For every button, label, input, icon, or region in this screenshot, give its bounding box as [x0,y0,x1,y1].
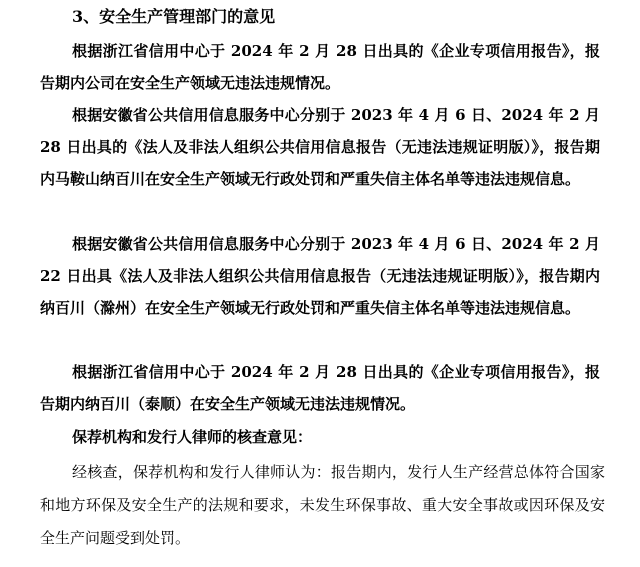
review-heading: 保荐机构和发行人律师的核查意见： [72,428,313,446]
review-opinion-text: 经核查，保荐机构和发行人律师认为：报告期内，发行人生产经营总体符合国家和地方环保及安全生产的法规和要求，未发生环保事故、重大安全事故或因环保及安全生产问题受到处罚。 [40,463,605,547]
paragraph-zhejiang-company: 根据浙江省信用中心于 2024 年 2 月 28 日出具的《企业专项信用报告》，报告期内公司在安全生产领域无违法违规情况。 [40,42,600,92]
paragraph-anhui-maanshan: 根据安徽省公共信用信息服务中心分别于 2023 年 4 月 6 日、2024 年 2 月 28 日出具的《法人及非法人组织公共信用信息报告（无违法违规证明版）》，报告期内马鞍山纳百川在安全生产领域无行政处罚和严重失信主体名单等违法违规信息。 [40,106,600,188]
section-heading: 3、安全生产管理部门的意见 [72,7,276,26]
paragraph-anhui-chuzhou: 根据安徽省公共信用信息服务中心分别于 2023 年 4 月 6 日、2024 年 2 月 22 日出具《法人及非法人组织公共信用信息报告（无违法违规证明版）》，报告期内纳百川（滁州）在安全生产领域无行政处罚和严重失信主体名单等违法违规信息。 [40,235,600,317]
paragraph-zhejiang-taishun: 根据浙江省信用中心于 2024 年 2 月 28 日出具的《企业专项信用报告》，报告期内纳百川（泰顺）在安全生产领域无违法违规情况。 [40,363,600,413]
